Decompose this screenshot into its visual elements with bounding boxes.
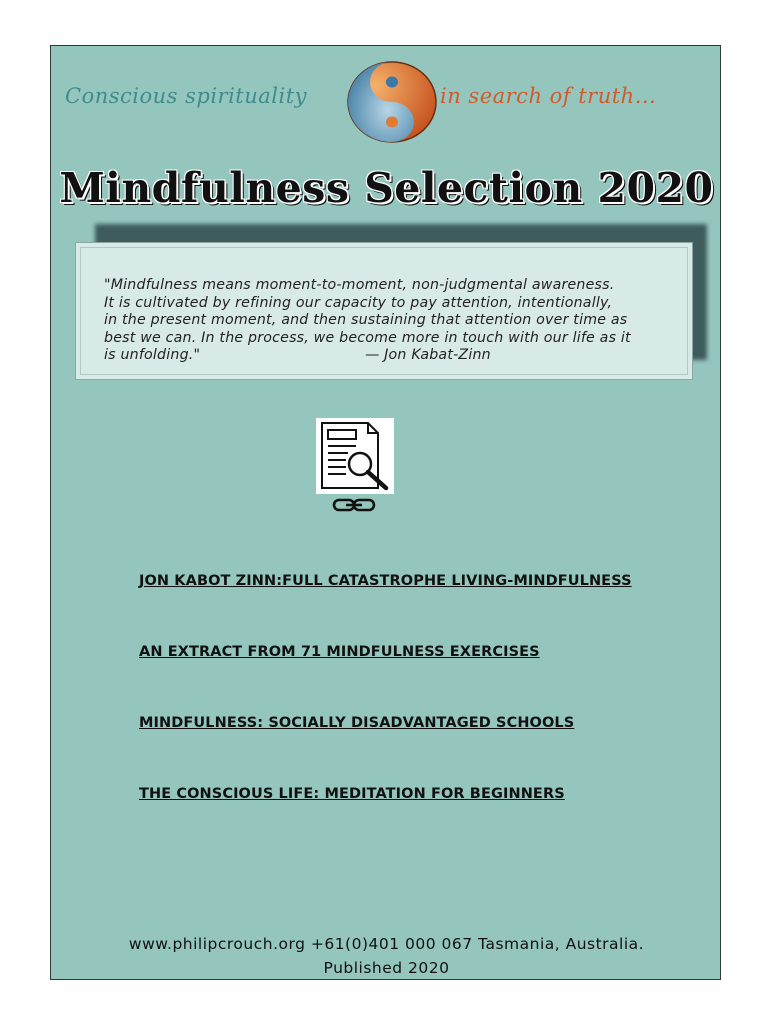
footer-published: Published 2020 [323, 959, 450, 977]
link-71-mindfulness-exercises[interactable]: AN EXTRACT FROM 71 MINDFULNESS EXERCISES [139, 644, 540, 660]
quote-text: "Mindfulness means moment-to-moment, non-judgmental awareness. It is cultivated by refining our capacity to pay attention, intentionally, in the present moment, and then sustaining that attention over time as best we can. In the process, we become more in touch with our life as it is unfolding." — Jon Kabat-Zinn [104, 277, 631, 364]
yin-yang-icon [346, 60, 438, 144]
link-icon[interactable] [332, 498, 376, 512]
page-title: Mindfulness Selection 2020 [59, 164, 714, 212]
link-meditation-for-beginners[interactable]: THE CONSCIOUS LIFE: MEDITATION FOR BEGINNERS [139, 786, 565, 802]
tagline-left: Conscious spirituality [65, 84, 308, 108]
document-search-icon[interactable] [316, 418, 394, 494]
link-socially-disadvantaged-schools[interactable]: MINDFULNESS: SOCIALLY DISADVANTAGED SCHOOLS [139, 715, 575, 731]
footer-contact: www.philipcrouch.org +61(0)401 000 067 Tasmania, Australia. [128, 935, 645, 953]
link-full-catastrophe-living[interactable]: JON KABOT ZINN:FULL CATASTROPHE LIVING-MINDFULNESS [139, 573, 632, 589]
page [50, 45, 721, 980]
quote-box [75, 242, 693, 380]
footer [51, 932, 722, 980]
tagline-right: in search of truth... [440, 84, 657, 108]
